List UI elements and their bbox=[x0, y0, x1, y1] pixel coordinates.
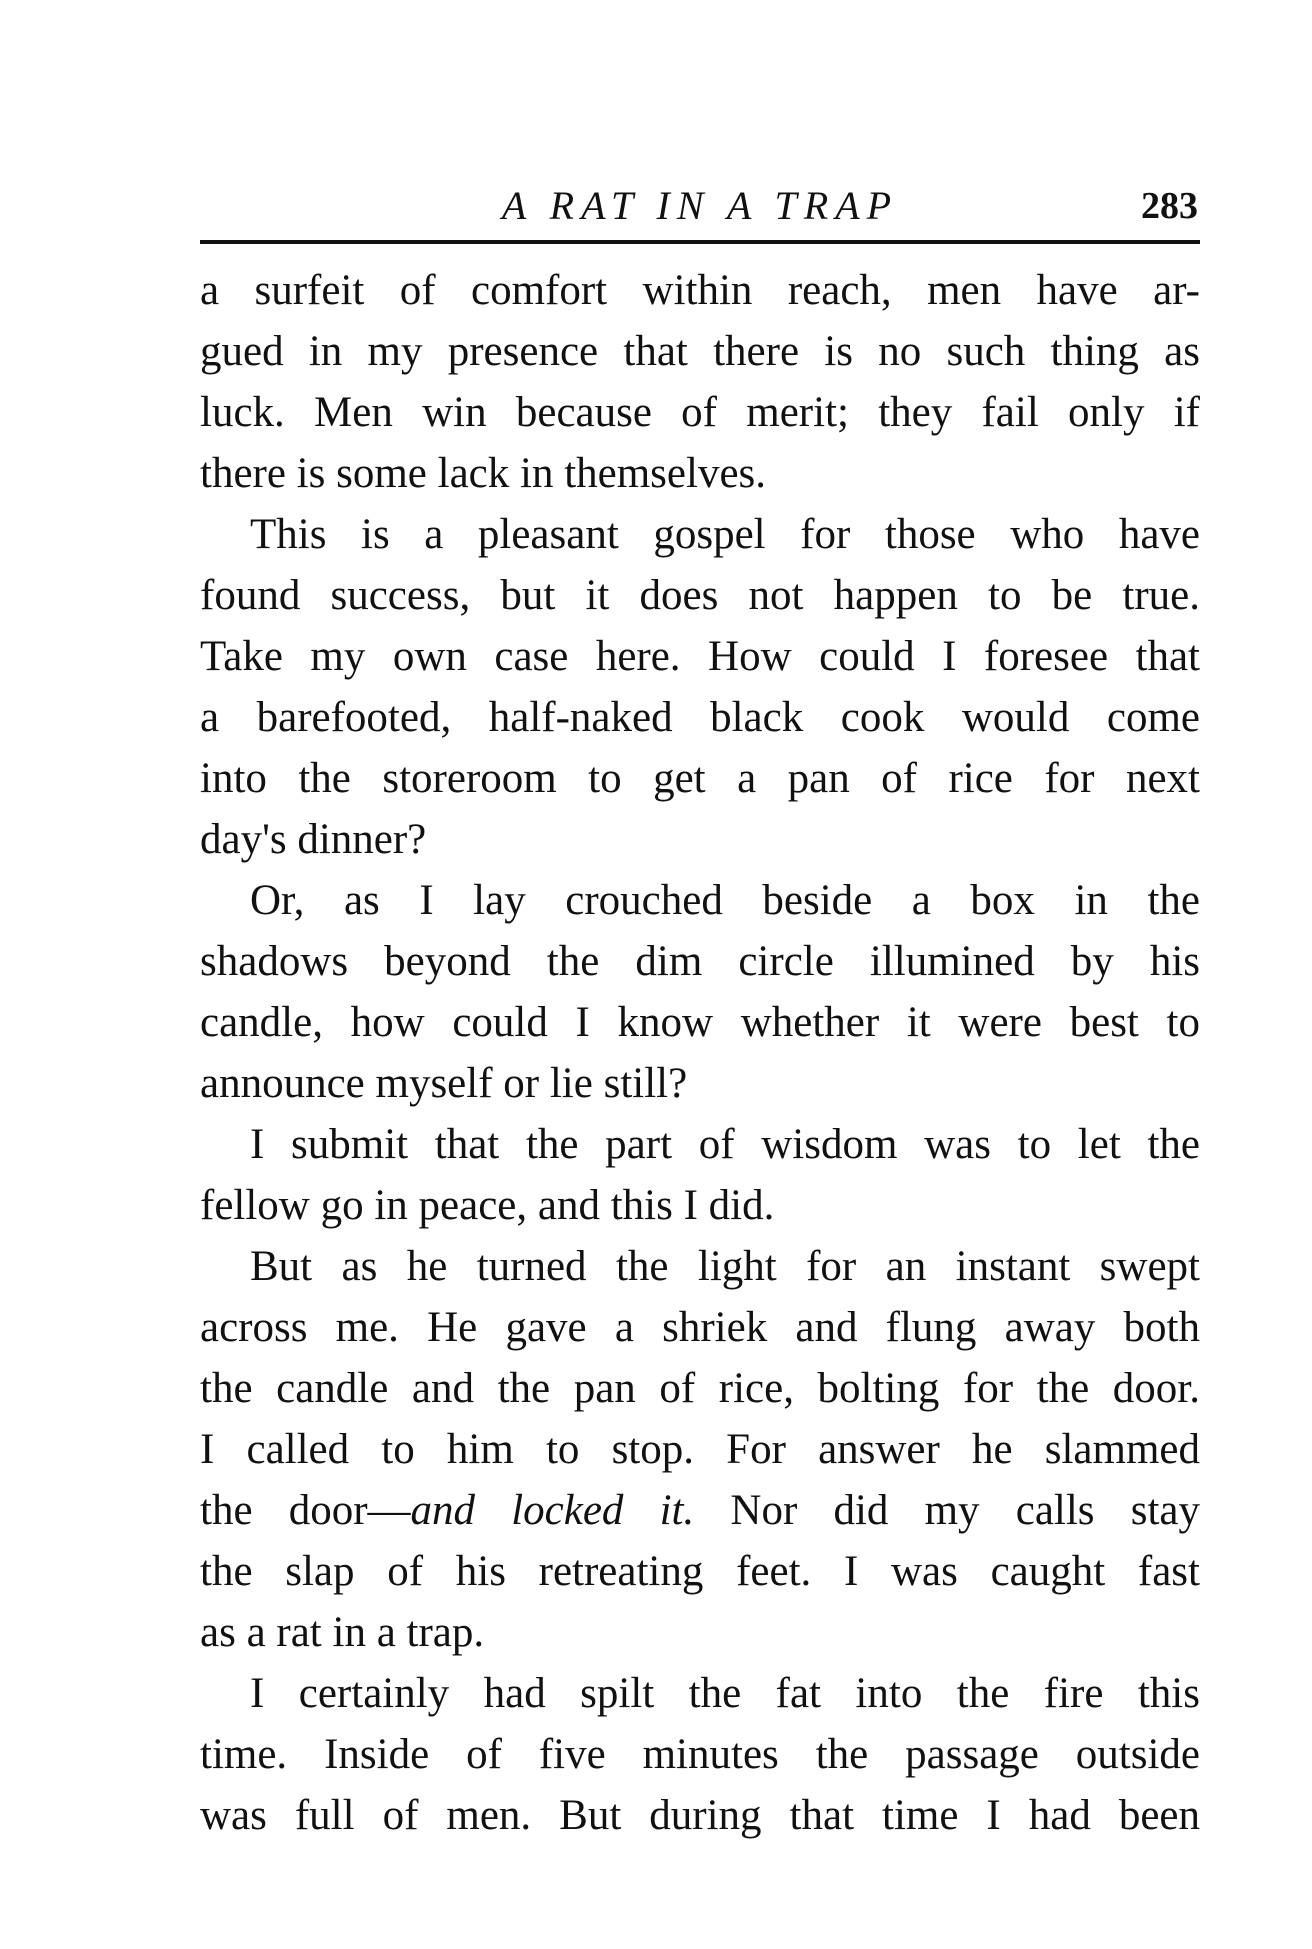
text-line: the slap of his retreating feet. I was caught fast bbox=[200, 1548, 1200, 1595]
text-line-mixed bbox=[200, 1480, 1200, 1541]
text-line: was full of men. But during that time I had been bbox=[200, 1792, 1200, 1839]
text-segment: Nor did my calls stay bbox=[694, 1487, 1200, 1534]
text-line: as a rat in a trap. bbox=[200, 1609, 485, 1656]
paragraph-6 bbox=[200, 1663, 1200, 1846]
text-segment: the door— bbox=[200, 1487, 411, 1534]
text-line: fellow go in peace, and this I did. bbox=[200, 1182, 775, 1229]
text-line: candle, how could I know whether it were best to bbox=[200, 999, 1200, 1046]
header-rule bbox=[200, 240, 1200, 244]
text-line: This is a pleasant gospel for those who have bbox=[250, 511, 1200, 558]
text-line: Take my own case here. How could I foresee that bbox=[200, 633, 1200, 680]
paragraph-4 bbox=[200, 1114, 1200, 1236]
text-line: day's dinner? bbox=[200, 816, 427, 863]
paragraph-2 bbox=[200, 504, 1200, 870]
text-line: a barefooted, half-naked black cook would come bbox=[200, 694, 1200, 741]
text-line: a surfeit of comfort within reach, men have ar- bbox=[200, 267, 1200, 314]
text-line: the candle and the pan of rice, bolting for the door. bbox=[200, 1365, 1200, 1412]
italic-phrase: and locked it. bbox=[410, 1487, 695, 1534]
running-head bbox=[200, 178, 1200, 238]
text-line: found success, but it does not happen to be true. bbox=[200, 572, 1200, 619]
text-line: I submit that the part of wisdom was to let the bbox=[250, 1121, 1200, 1168]
text-line: announce myself or lie still? bbox=[200, 1060, 688, 1107]
body-text bbox=[200, 260, 1200, 1846]
text-line: across me. He gave a shriek and flung away both bbox=[200, 1304, 1200, 1351]
paragraph-1 bbox=[200, 260, 1200, 504]
page-number: 283 bbox=[1141, 185, 1198, 227]
text-line: Or, as I lay crouched beside a box in the bbox=[250, 877, 1200, 924]
running-title: A RAT IN A TRAP bbox=[501, 183, 899, 228]
text-line: there is some lack in themselves. bbox=[200, 450, 767, 497]
paragraph-3 bbox=[200, 870, 1200, 1114]
text-line: luck. Men win because of merit; they fail only if bbox=[200, 389, 1200, 436]
text-line: into the storeroom to get a pan of rice for next bbox=[200, 755, 1200, 802]
text-line: time. Inside of five minutes the passage outside bbox=[200, 1731, 1200, 1778]
text-line: I called to him to stop. For answer he slammed bbox=[200, 1426, 1200, 1473]
paragraph-5 bbox=[200, 1236, 1200, 1663]
text-line: gued in my presence that there is no such thing as bbox=[200, 328, 1200, 375]
text-line: shadows beyond the dim circle illumined by his bbox=[200, 938, 1200, 985]
text-line: But as he turned the light for an instant swept bbox=[250, 1243, 1200, 1290]
text-line: I certainly had spilt the fat into the fire this bbox=[250, 1670, 1200, 1717]
